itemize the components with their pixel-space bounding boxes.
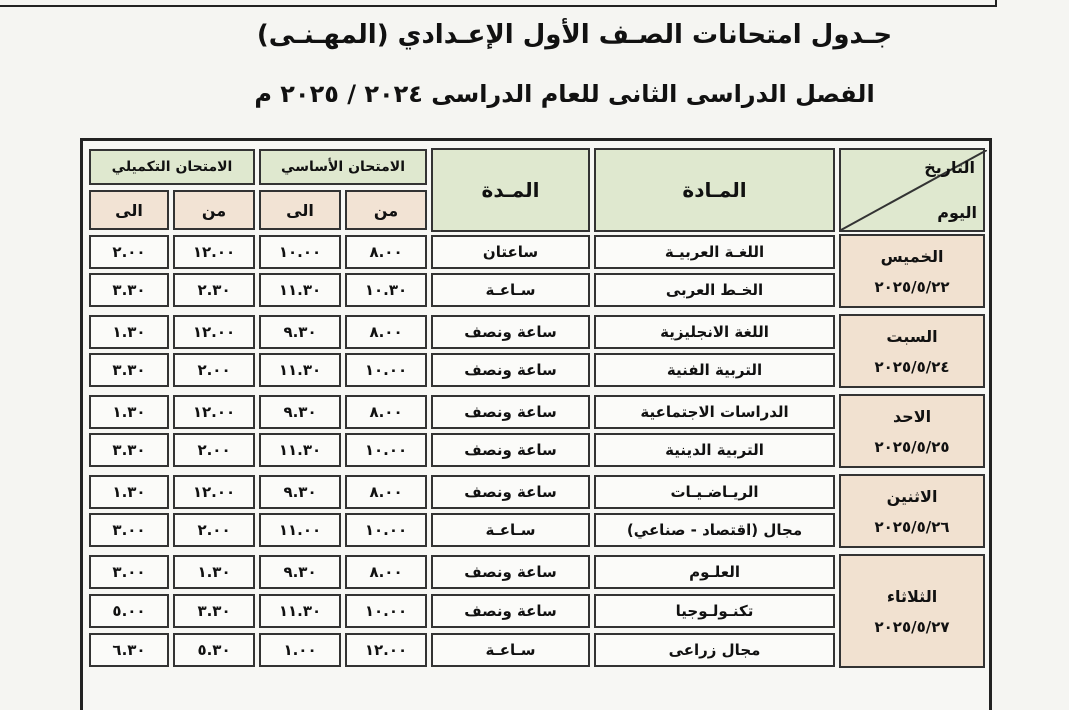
main-from-cell: ٨.٠٠ — [345, 235, 427, 269]
exam-schedule-table — [87, 147, 987, 669]
day-name: الاحد — [892, 406, 932, 426]
main-from-cell: ١٠.٠٠ — [345, 513, 427, 547]
subject-cell: التربية الفنية — [594, 353, 835, 387]
document-subtitle: الفصل الدراسى الثانى للعام الدراسى ٢٠٢٤ / ٢٠٢٥ م — [254, 80, 875, 108]
main-from-cell: ١٠.٠٠ — [345, 433, 427, 467]
supp-from-cell: ١٢.٠٠ — [173, 395, 255, 429]
document-title: جـدول امتحانات الصـف الأول الإعـدادي (المهـنـى) — [256, 20, 893, 50]
day-cell — [839, 474, 985, 548]
table-row — [87, 313, 987, 351]
supp-from-cell: ٢.٠٠ — [173, 513, 255, 547]
day-name: الخميس — [880, 246, 944, 266]
supp-to-cell: ١.٣٠ — [89, 395, 169, 429]
main-to-cell: ١٠.٠٠ — [259, 235, 341, 269]
supp-from-cell: ١٢.٠٠ — [173, 475, 255, 509]
main-to-header: الى — [259, 190, 341, 230]
main-from-cell: ١٠.٠٠ — [345, 353, 427, 387]
duration-cell: ساعة ونصف — [431, 353, 590, 387]
table-row — [87, 393, 987, 431]
supp-to-header: الى — [89, 190, 169, 230]
table-row — [87, 553, 987, 592]
supp-from-header: من — [173, 190, 255, 230]
main-from-cell: ١٠.٣٠ — [345, 273, 427, 307]
top-rule-tick — [995, 0, 997, 7]
supp-to-cell: ١.٣٠ — [89, 475, 169, 509]
day-date: ٢٠٢٥/٥/٢٦ — [874, 517, 950, 536]
supp-from-cell: ٣.٣٠ — [173, 594, 255, 628]
subject-cell: الخـط العربى — [594, 273, 835, 307]
duration-header: المـدة — [431, 148, 590, 232]
day-name: السبت — [886, 326, 938, 346]
main-to-cell: ٩.٣٠ — [259, 475, 341, 509]
supp-from-cell: ١.٣٠ — [173, 555, 255, 589]
main-from-header: من — [345, 190, 427, 230]
supp-from-cell: ٥.٣٠ — [173, 633, 255, 667]
duration-cell: ساعة ونصف — [431, 475, 590, 509]
main-to-cell: ١١.٣٠ — [259, 353, 341, 387]
day-date: ٢٠٢٥/٥/٢٢ — [874, 277, 950, 296]
main-from-cell: ١٢.٠٠ — [345, 633, 427, 667]
supp-from-cell: ١٢.٠٠ — [173, 315, 255, 349]
duration-cell: ساعة ونصف — [431, 594, 590, 628]
supp-to-cell: ٥.٠٠ — [89, 594, 169, 628]
day-header-label: اليوم — [937, 203, 978, 222]
day-date: ٢٠٢٥/٥/٢٤ — [874, 357, 950, 376]
top-rule — [0, 5, 995, 7]
subject-cell: تكنـولـوجيا — [594, 594, 835, 628]
subject-cell: مجال زراعى — [594, 633, 835, 667]
supp-to-cell: ٣.٣٠ — [89, 433, 169, 467]
main-to-cell: ١.٠٠ — [259, 633, 341, 667]
duration-cell: ساعة ونصف — [431, 433, 590, 467]
duration-cell: ساعتان — [431, 235, 590, 269]
main-to-cell: ٩.٣٠ — [259, 315, 341, 349]
subject-cell: العلـوم — [594, 555, 835, 589]
subject-cell: الدراسات الاجتماعية — [594, 395, 835, 429]
subject-cell: التربية الدينية — [594, 433, 835, 467]
duration-cell: سـاعـة — [431, 273, 590, 307]
duration-cell: ساعة ونصف — [431, 395, 590, 429]
day-date: ٢٠٢٥/٥/٢٥ — [874, 437, 950, 456]
schedule-body — [87, 233, 987, 669]
date-day-header — [839, 148, 985, 232]
supp-to-cell: ٣.٣٠ — [89, 273, 169, 307]
duration-cell: ساعة ونصف — [431, 315, 590, 349]
supp-to-cell: ٣.٠٠ — [89, 555, 169, 589]
day-name: الاثنين — [886, 486, 938, 506]
main-to-cell: ٩.٣٠ — [259, 395, 341, 429]
main-to-cell: ١١.٣٠ — [259, 433, 341, 467]
supp-exam-header: الامتحان التكميلي — [89, 149, 255, 185]
day-cell — [839, 394, 985, 468]
main-from-cell: ١٠.٠٠ — [345, 594, 427, 628]
supp-from-cell: ٢.٣٠ — [173, 273, 255, 307]
subject-cell: الريـاضـيـات — [594, 475, 835, 509]
main-exam-header: الامتحان الأساسي — [259, 149, 427, 185]
duration-cell: سـاعـة — [431, 513, 590, 547]
main-to-cell: ١١.٠٠ — [259, 513, 341, 547]
main-to-cell: ١١.٣٠ — [259, 273, 341, 307]
main-from-cell: ٨.٠٠ — [345, 315, 427, 349]
supp-from-cell: ١٢.٠٠ — [173, 235, 255, 269]
main-to-cell: ١١.٣٠ — [259, 594, 341, 628]
schedule-table-frame — [80, 138, 992, 710]
supp-to-cell: ٣.٠٠ — [89, 513, 169, 547]
supp-from-cell: ٢.٠٠ — [173, 433, 255, 467]
main-from-cell: ٨.٠٠ — [345, 475, 427, 509]
day-cell — [839, 554, 985, 668]
subject-cell: اللغـة العربيـة — [594, 235, 835, 269]
main-to-cell: ٩.٣٠ — [259, 555, 341, 589]
subject-header: المـادة — [594, 148, 835, 232]
table-row — [87, 233, 987, 271]
duration-cell: ساعة ونصف — [431, 555, 590, 589]
supp-to-cell: ٦.٣٠ — [89, 633, 169, 667]
supp-to-cell: ٣.٣٠ — [89, 353, 169, 387]
day-cell — [839, 314, 985, 388]
table-row — [87, 473, 987, 511]
duration-cell: سـاعـة — [431, 633, 590, 667]
day-name: الثلاثاء — [886, 586, 938, 606]
subject-cell: مجال (اقتصاد - صناعي) — [594, 513, 835, 547]
subject-cell: اللغة الانجليزية — [594, 315, 835, 349]
day-date: ٢٠٢٥/٥/٢٧ — [874, 617, 950, 636]
supp-to-cell: ١.٣٠ — [89, 315, 169, 349]
supp-to-cell: ٢.٠٠ — [89, 235, 169, 269]
date-header-label: التاريخ — [924, 158, 976, 177]
supp-from-cell: ٢.٠٠ — [173, 353, 255, 387]
day-cell — [839, 234, 985, 308]
main-from-cell: ٨.٠٠ — [345, 395, 427, 429]
main-from-cell: ٨.٠٠ — [345, 555, 427, 589]
